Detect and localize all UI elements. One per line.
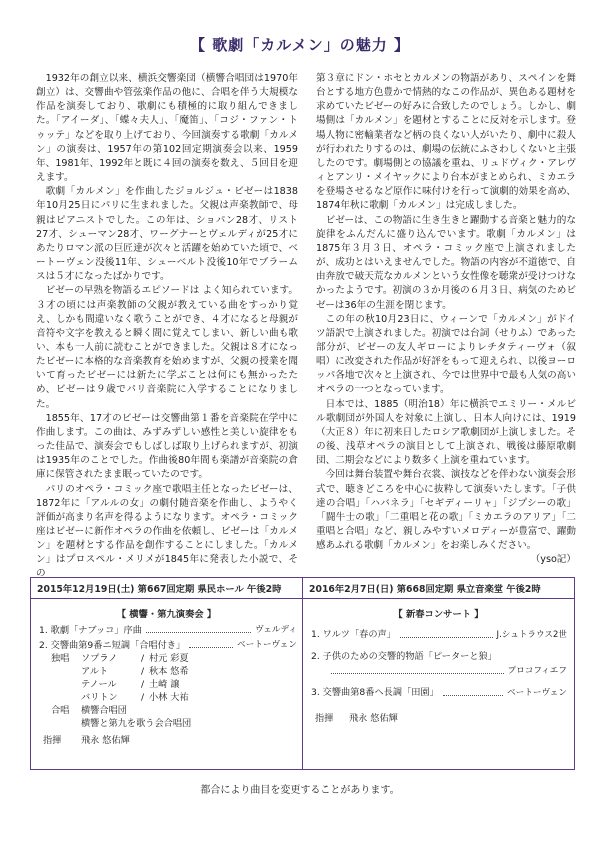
voice-part: バリトン [81, 692, 118, 703]
singer-name: 村元 彩夏 [149, 653, 189, 664]
footer-note: 都合により曲目を変更することがあります。 [200, 785, 400, 796]
chorus-name: 横響合唱団 [81, 705, 127, 716]
separator: / [141, 653, 145, 664]
divider [31, 598, 574, 599]
article-left-column [36, 72, 298, 582]
paragraph: 第３章にドン・ホセとカルメンの物語があり、スペインを舞台とする地方色豊かで情熱的なこの作品が、異色ある題材を求めていたビゼーの好みに合致したのでしょう。しかし、劇場側は「カルメン」を題材とすることに反対を示します。登場人物に密輸業者など柄の良くない人がいたり、劇中に殺人が行われたりするのは、劇場の伝統にふさわしくないと主張したのです。劇場側との協議を重ね、リュドヴィク・アレヴィとアンリ・メイヤックにより台本がまとめられ、ミカエラを登場させるなど原作に味付けを行って演劇的効果を高め、1874年秋に歌劇「カルメン」は完成しました。 [316, 73, 576, 212]
paragraph: 1932年の創立以来、横浜交響楽団（横響合唱団は1970年創立）は、交響曲や管弦楽作品の他に、合唱を伴う大規模な作品を演奏しており、歌劇にも積極的に取り組んできました。「アイーダ」、「蝶々夫人」、「魔笛」、「コジ・ファン・トゥッテ」などを取り上げており、今回演奏する歌劇「カルメン」の演奏は、1957年の第102回定期演奏会以来、1959年、1981年、1992年と既に４回の演奏を数え、５回目を迎えます。 [36, 73, 298, 184]
signature: （yso記） [530, 554, 576, 566]
voice-part: ソプラノ [81, 653, 118, 664]
concert-header-right: 2016年2月7日(日) 第668回定期 県立音楽堂 午後2時 [309, 584, 541, 595]
article-title: 【 歌劇「カルメン」の魅力 】 [190, 36, 410, 54]
soloists-label: 独唱 [51, 653, 70, 664]
composer: プロコフィエフ [507, 666, 567, 676]
paragraph: ビゼーの早熟を物語るエピソードは よく知られています。３才の頃には声楽教師の父親が教えている曲をすっかり覚え、しかも間違いなく歌うことができ、４才になると母親が音符や文字を教えると瞬く間に覚えてしまい、新しい曲も歌い、本も一人前に読むことができました。父親は８才になったビゼーに本格的な音楽教育を始めますが、父親の授業を聞いて育ったビゼーには新たに学ぶことは何にも無かったため、ビゼーは９歳でパリ音楽院に入学することになりました。 [36, 285, 298, 410]
concert-schedule-box [30, 577, 575, 770]
conductor-name: 飛永 悠佑輝 [349, 713, 398, 724]
paragraph: パリのオペラ・コミック座で歌唱主任となったビゼーは、1872年に「アルルの女」の劇付随音楽を作曲し、ようやく評価が高まり名声を得るようになります。オペラ・コミック座はビゼーに新作オペラの作曲を依頼し、ビゼーは「カルメン」を題材とする作品を創作することにしました。「カルメン」はプロスペル・メリメが1845年に発表した小説で、その [36, 483, 298, 580]
concert-header-left: 2015年12月19日(土) 第667回定期 県民ホール 午後2時 [37, 584, 282, 595]
leader-dots [331, 664, 504, 674]
conductor-label: 指揮 [315, 713, 334, 724]
program-right [311, 628, 567, 726]
program-item [311, 686, 567, 700]
conductor-name: 飛永 悠佑輝 [81, 735, 130, 746]
separator: / [141, 666, 145, 677]
paragraph: この年の秋10月23日に、ウィーンで「カルメン」がドイツ語訳で上演されました。初演では台詞（せりふ）であった部分が、ビゼーの友人ギローによりレチタティーヴォ（叙唱）に改変された作品が好評をもって迎えられ、以後ヨーロッパ各地で次々と上演され、今では世界中で最も人気の高いオペラの一つとなっています。 [316, 313, 576, 396]
voice-part: テノール [81, 679, 117, 690]
piece-title: 1. 歌劇「ナブッコ」序曲 [39, 625, 142, 636]
concert-subtitle-left: 【 横響・第九演奏会 】 [116, 609, 217, 620]
chorus-label: 合唱 [51, 705, 70, 716]
composer: ベートーヴェン [237, 640, 297, 650]
chorus-name: 横響と第九を歌う会合唱団 [81, 718, 192, 729]
paragraph: ビゼーは、この物語に生き生きと躍動する音楽と魅力的な旋律をふんだんに盛り込んでいます。歌劇「カルメン」は1875年３月３日、オペラ・コミック座で上演されましたが、成功とはいえませんでした。物語の内容が不道徳で、自由奔放で破天荒なカルメンという女性像を聴衆が受けつけなかったようです。初演の３か月後の６月３日、病気のためビゼーは36年の生涯を閉じます。 [316, 214, 576, 311]
paragraph: 日本では、1885（明治18）年に横浜でエミリー・メルビル歌劇団が外国人を対象に上演し、日本人向けには、1919（大正８）年に初来日したロシア歌劇団が上演しました。その後、浅草オペラの演目として上演され、戦後は藤原歌劇団、二期会などにより数多く上演を重ねています。 [316, 398, 576, 467]
soloists [39, 652, 297, 704]
voice-part: アルト [81, 666, 109, 677]
separator: / [141, 679, 145, 690]
conductor [311, 712, 567, 726]
paragraph: 今回は舞台装置や舞台衣裳、演技などを伴わない演奏会形式で、聴きどころを中心に抜粋して演奏いたします。「子供達の合唱」「ハバネラ」「セギディーリャ」「ジプシーの歌」「闘牛士の歌」「二重唱と花の歌」「ミカエラのアリア」「二重唱と合唱」など、親しみやすいメロディーが豊富で、躍動感あふれる歌劇「カルメン」をお楽しみください。 [316, 469, 576, 552]
program-item [39, 624, 297, 637]
leader-dots [443, 686, 503, 696]
leader-dots [400, 628, 493, 638]
program-item [311, 650, 567, 678]
singer-name: 秋本 悠希 [149, 666, 189, 677]
conductor [39, 734, 297, 747]
leader-dots [189, 639, 233, 648]
program-item [39, 639, 297, 652]
program-left [39, 624, 297, 747]
composer: ヴェルディ [255, 625, 297, 635]
piece-title: 1. ワルツ「春の声」 [311, 629, 396, 640]
composer: J.シュトラウス2世 [496, 630, 567, 640]
separator: / [141, 692, 145, 703]
singer-name: 土崎 譲 [149, 679, 180, 690]
piece-title: 2. 交響曲第9番ニ短調「合唱付き」 [39, 640, 186, 651]
leader-dots [146, 624, 251, 633]
program-item [311, 628, 567, 642]
composer: ベートーヴェン [507, 688, 567, 698]
chorus [39, 704, 297, 730]
conductor-label: 指揮 [43, 735, 62, 746]
paragraph: 歌劇「カルメン」を作曲したジョルジュ・ビゼーは1838年10月25日にパリに生まれました。父親は声楽教師で、母親はピアニストでした。この年は、ショパン28才、リスト27才、シューマン28才、ワーグナーとヴェルディが25才にあたりロマン派の巨匠達が次々と活躍を始めていた頃で、ベートーヴェン没後11年、シューベルト没後10年でブラームスは５才になったばかりです。 [36, 186, 298, 283]
paragraph: 1855年、17才のビゼーは交響曲第１番を音楽院在学中に作曲します。この曲は、みずみずしい感性と美しい旋律をもった佳品で、演奏会でもしばしば取り上げられますが、初演は1935年のことでした。作曲後80年間も楽譜が音楽院の倉庫に保管されたまま眠っていたのです。 [36, 412, 298, 481]
concert-subtitle-right: 【 新春コンサート 】 [393, 609, 484, 620]
piece-title: 3. 交響曲第8番ヘ長調「田園」 [311, 687, 439, 698]
article-right-column [316, 72, 576, 567]
piece-title: 2. 子供のための交響的物語「ピーターと狼」 [311, 651, 497, 662]
singer-name: 小林 大祐 [149, 692, 189, 703]
